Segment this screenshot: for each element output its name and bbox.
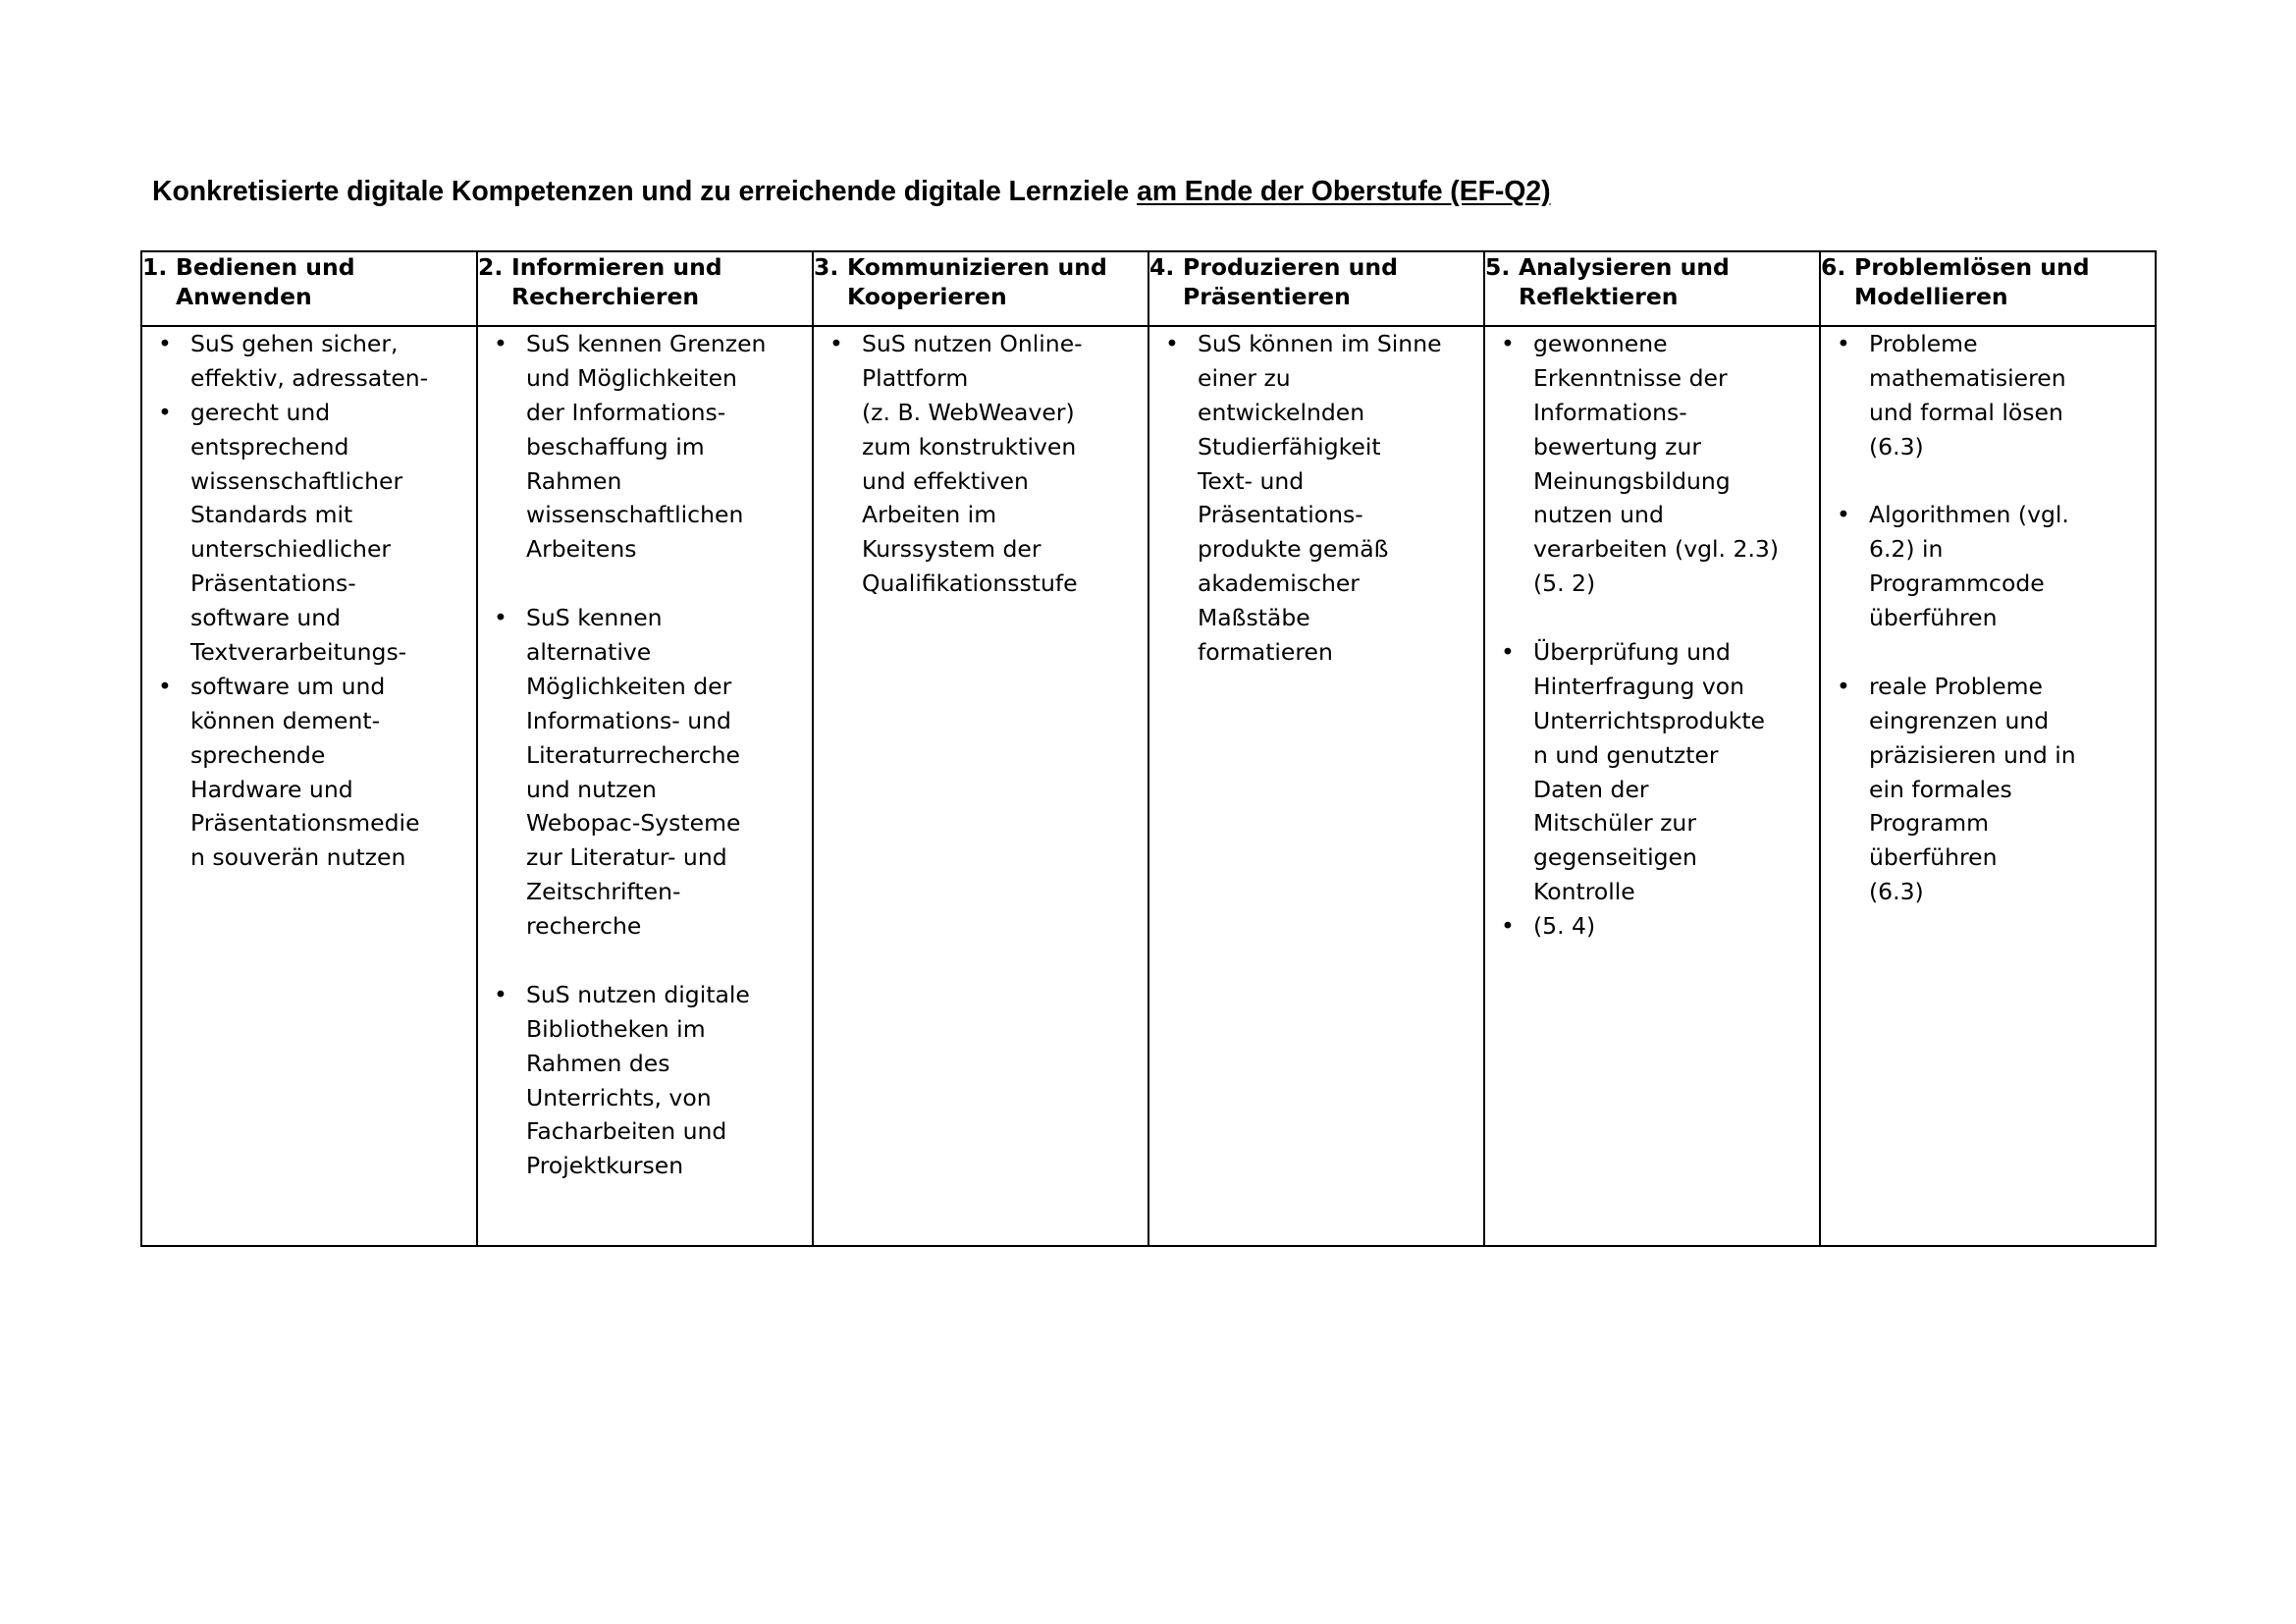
list-item	[478, 978, 812, 1183]
header-cell-5	[1484, 251, 1820, 326]
list-item	[1821, 327, 2155, 464]
list-item-line: überführen	[1869, 604, 1998, 632]
header-label-6	[1854, 252, 2155, 311]
list-item-line: (6.3)	[1869, 432, 1924, 460]
list-item-line: produkte gemäß	[1198, 535, 1389, 564]
list-item-line: Arbeiten im	[862, 501, 997, 529]
list-item-line: unterschiedlicher	[190, 535, 392, 564]
header-label-3	[847, 252, 1148, 311]
list-item-line: (5. 4)	[1533, 912, 1596, 941]
list-item-line: verarbeiten (vgl. 2.3)	[1533, 535, 1780, 564]
list-item-line: und formal lösen	[1869, 398, 2063, 426]
list-item-line: Projektkursen	[526, 1152, 684, 1180]
list-item-line: software und	[190, 604, 342, 632]
bullet-list-2	[478, 327, 812, 1183]
list-item-line: wissenschaftlicher	[190, 466, 403, 495]
list-item-line: Zeitschriften-	[526, 878, 681, 906]
list-item-line: und nutzen	[526, 775, 657, 803]
list-item-line: Arbeitens	[526, 535, 637, 564]
list-item-line: (z. B. WebWeaver)	[862, 398, 1075, 426]
header-label-3-line1: Kommunizieren und	[847, 253, 1107, 281]
header-cell-4	[1148, 251, 1484, 326]
list-item-line: Programmcode	[1869, 569, 2045, 598]
list-item-line: gerecht und	[190, 398, 331, 426]
list-item-line: Informations- und	[526, 706, 731, 734]
list-item-line: Informations-	[1533, 398, 1687, 426]
list-item-line: bewertung zur	[1533, 432, 1701, 460]
list-item-line: der Informations-	[526, 398, 726, 426]
header-label-1	[176, 252, 476, 311]
list-item-line: entsprechend	[190, 432, 349, 460]
list-item-line: sprechende	[190, 740, 326, 769]
bullet-icon: •	[158, 398, 172, 426]
list-item-line: formatieren	[1198, 638, 1333, 667]
body-cell-3	[813, 326, 1148, 1246]
list-item-line: präzisieren und in	[1869, 740, 2076, 769]
list-item	[142, 396, 476, 670]
bullet-icon: •	[494, 604, 507, 632]
bullet-icon: •	[158, 672, 172, 700]
header-label-3-line2: Kooperieren	[847, 283, 1007, 311]
bullet-icon: •	[829, 330, 843, 357]
list-item	[1485, 327, 1819, 601]
header-label-5-line1: Analysieren und	[1519, 253, 1730, 281]
list-item-line: SuS kennen Grenzen	[526, 330, 767, 357]
list-item-line: und effektiven	[862, 466, 1029, 495]
list-item	[1149, 327, 1483, 670]
list-item-line: Qualifikationsstufe	[862, 569, 1078, 598]
list-item-line: nutzen und	[1533, 501, 1664, 529]
bullet-list-3	[814, 327, 1148, 601]
body-cell-1	[141, 326, 477, 1246]
bullet-icon: •	[1837, 501, 1850, 529]
list-item-line: Präsentationsmedie	[190, 809, 420, 838]
list-item-line: Rahmen des	[526, 1049, 670, 1077]
list-item	[814, 327, 1148, 601]
list-item-line: eingrenzen und	[1869, 706, 2050, 734]
list-item-line: reale Probleme	[1869, 672, 2043, 700]
list-item-line: gewonnene	[1533, 330, 1668, 357]
list-item	[478, 601, 812, 944]
header-number-6: 6.	[1821, 253, 1846, 281]
header-label-4	[1183, 252, 1483, 311]
header-label-5	[1519, 252, 1819, 311]
list-item-line: Text- und	[1198, 466, 1305, 495]
header-number-1: 1.	[142, 253, 168, 281]
list-item-line: Kurssystem der	[862, 535, 1041, 564]
header-number-2: 2.	[478, 253, 504, 281]
bullet-icon: •	[1501, 638, 1515, 667]
list-item-line: und Möglichkeiten	[526, 363, 737, 392]
body-cell-4	[1148, 326, 1484, 1246]
list-item-line: Hardware und	[190, 775, 353, 803]
bullet-icon: •	[158, 330, 172, 357]
header-cell-1	[141, 251, 477, 326]
bullet-icon: •	[1501, 912, 1515, 941]
list-item-line: n souverän nutzen	[190, 843, 406, 872]
list-item-line: Möglichkeiten der	[526, 672, 732, 700]
list-item-line: 6.2) in	[1869, 535, 1944, 564]
list-item-line: SuS nutzen Online-	[862, 330, 1083, 357]
bullet-icon: •	[494, 980, 507, 1008]
list-item-line: (6.3)	[1869, 878, 1924, 906]
list-item-line: ein formales	[1869, 775, 2012, 803]
header-label-6-line1: Problemlösen und	[1854, 253, 2090, 281]
list-item-line: alternative	[526, 638, 652, 667]
list-item-line: gegenseitigen	[1533, 843, 1697, 872]
list-item-line: n und genutzter	[1533, 740, 1719, 769]
header-number-3: 3.	[814, 253, 839, 281]
list-item-line: Algorithmen (vgl.	[1869, 501, 2069, 529]
list-item-line: zum konstruktiven	[862, 432, 1077, 460]
header-cell-6	[1820, 251, 2156, 326]
list-item-line: Präsentations-	[1198, 501, 1363, 529]
list-item-line: SuS kennen	[526, 604, 663, 632]
header-label-4-line1: Produzieren und	[1183, 253, 1398, 281]
list-item-line: Kontrolle	[1533, 878, 1635, 906]
list-item-line: zur Literatur- und	[526, 843, 727, 872]
list-item-line: SuS können im Sinne	[1198, 330, 1442, 357]
list-item-line: Meinungsbildung	[1533, 466, 1731, 495]
bullet-icon: •	[1165, 330, 1179, 357]
list-item	[142, 670, 476, 875]
header-label-1-line2: Anwenden	[176, 283, 312, 311]
list-item-line: wissenschaftlichen	[526, 501, 744, 529]
header-label-2-line1: Informieren und	[511, 253, 722, 281]
list-item-line: Überprüfung und	[1533, 638, 1731, 667]
list-item-line: (5. 2)	[1533, 569, 1596, 598]
body-cell-2	[477, 326, 813, 1246]
list-item-line: können dement-	[190, 706, 381, 734]
list-item-line: Maßstäbe	[1198, 604, 1310, 632]
list-item	[1485, 635, 1819, 909]
list-item-line: Textverarbeitungs-	[190, 638, 407, 667]
list-item-line: Rahmen	[526, 466, 622, 495]
header-cell-3	[813, 251, 1148, 326]
body-cell-5	[1484, 326, 1820, 1246]
header-label-1-line1: Bedienen und	[176, 253, 355, 281]
body-cell-6	[1820, 326, 2156, 1246]
list-item-line: Hinterfragung von	[1533, 672, 1745, 700]
list-item-line: beschaffung im	[526, 432, 705, 460]
header-number-5: 5.	[1485, 253, 1511, 281]
list-item-line: entwickelnden	[1198, 398, 1365, 426]
page-title-plain: Konkretisierte digitale Kompetenzen und zu erreichende digitale Lernziele	[152, 176, 1137, 207]
header-label-4-line2: Präsentieren	[1183, 283, 1351, 311]
bullet-icon: •	[1837, 672, 1850, 700]
competency-table	[140, 250, 2157, 1247]
list-item-line: Probleme	[1869, 330, 1978, 357]
bullet-icon: •	[1501, 330, 1515, 357]
list-item	[142, 327, 476, 396]
header-label-6-line2: Modellieren	[1854, 283, 2008, 311]
list-item-line: Facharbeiten und	[526, 1117, 727, 1146]
page-title-underlined: am Ende der Oberstufe (EF-Q2)	[1137, 176, 1551, 207]
list-item-line: akademischer	[1198, 569, 1360, 598]
header-number-4: 4.	[1149, 253, 1175, 281]
bullet-list-1	[142, 327, 476, 875]
list-item	[1821, 670, 2155, 909]
bullet-list-6	[1821, 327, 2155, 909]
list-item-line: Unterrichts, von	[526, 1083, 712, 1111]
list-item-line: recherche	[526, 912, 642, 941]
list-item-line: Unterrichtsprodukte	[1533, 706, 1766, 734]
header-label-2-line2: Recherchieren	[511, 283, 700, 311]
list-item-line: SuS gehen sicher,	[190, 330, 399, 357]
list-item	[1485, 909, 1819, 944]
header-cell-2	[477, 251, 813, 326]
list-item-line: Daten der	[1533, 775, 1649, 803]
list-item-line: Literaturrecherche	[526, 740, 741, 769]
bullet-icon: •	[1837, 330, 1850, 357]
list-item-line: Erkenntnisse der	[1533, 363, 1728, 392]
table-body-row	[141, 326, 2156, 1246]
header-label-5-line2: Reflektieren	[1519, 283, 1679, 311]
list-item-line: einer zu	[1198, 363, 1291, 392]
list-item-line: Webopac-Systeme	[526, 809, 741, 838]
list-item	[1821, 498, 2155, 635]
list-item	[478, 327, 812, 567]
list-item-line: Plattform	[862, 363, 969, 392]
list-item-line: Bibliotheken im	[526, 1014, 706, 1043]
list-item-line: effektiv, adressaten-	[190, 363, 429, 392]
list-item-line: Präsentations-	[190, 569, 356, 598]
header-label-2	[511, 252, 812, 311]
list-item-line: SuS nutzen digitale	[526, 980, 750, 1008]
page-title	[152, 176, 1551, 208]
table-header-row	[141, 251, 2156, 326]
list-item-line: Studierfähigkeit	[1198, 432, 1381, 460]
list-item-line: Standards mit	[190, 501, 353, 529]
bullet-icon: •	[494, 330, 507, 357]
list-item-line: software um und	[190, 672, 386, 700]
bullet-list-4	[1149, 327, 1483, 670]
list-item-line: Mitschüler zur	[1533, 809, 1696, 838]
list-item-line: überführen	[1869, 843, 1998, 872]
list-item-line: mathematisieren	[1869, 363, 2066, 392]
bullet-list-5	[1485, 327, 1819, 944]
list-item-line: Programm	[1869, 809, 1990, 838]
